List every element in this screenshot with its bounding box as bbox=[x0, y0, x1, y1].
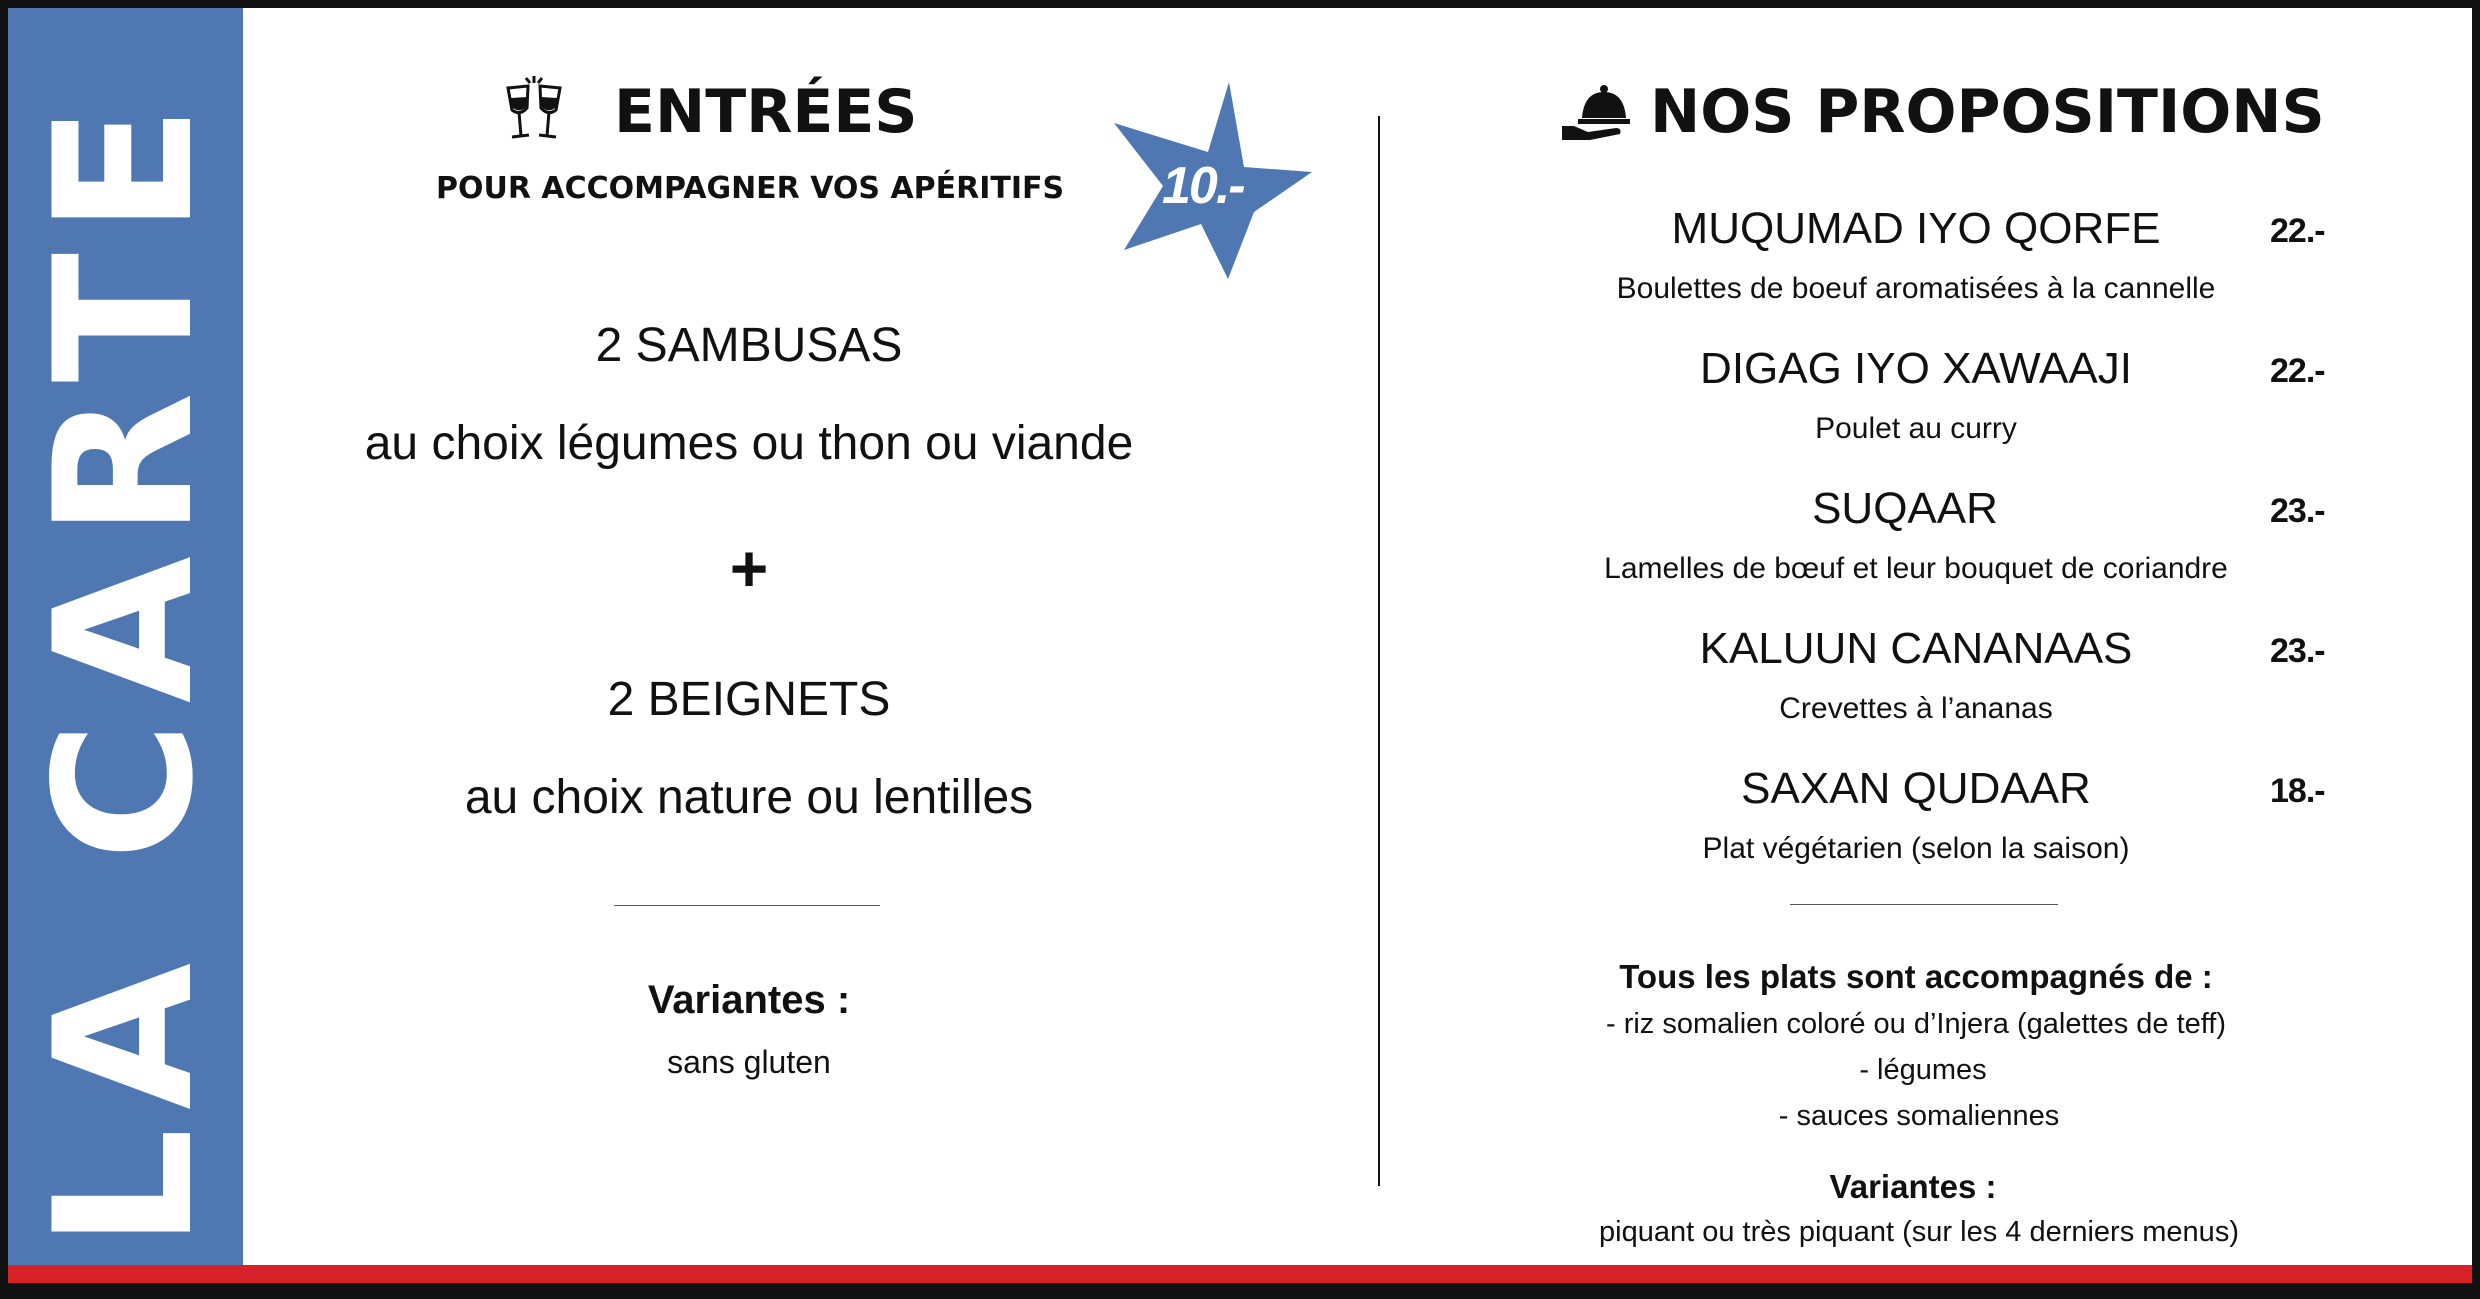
dish-description: Lamelles de bœuf et leur bouquet de coriandre bbox=[1604, 552, 2228, 585]
wine-glasses-icon bbox=[502, 74, 566, 151]
dish-price: 23.- bbox=[2270, 632, 2325, 670]
entrees-variants-text: sans gluten bbox=[667, 1044, 831, 1080]
dish-name: SAXAN QUDAAR bbox=[1741, 764, 2091, 813]
serving-cloche-icon bbox=[1560, 82, 1630, 147]
dish-name: KALUUN CANANAAS bbox=[1699, 624, 2133, 673]
dish-description: Boulettes de boeuf aromatisées à la cannelle bbox=[1616, 272, 2216, 305]
side-item: - sauces somaliennes bbox=[1778, 1100, 2060, 1132]
dish-price: 23.- bbox=[2270, 492, 2325, 530]
dish-description: Plat végétarien (selon la saison) bbox=[1702, 832, 2130, 865]
propositions-variants-label: Variantes : bbox=[1829, 1168, 1997, 1205]
menu-board bbox=[8, 8, 2472, 1283]
side-title: LA CARTE bbox=[14, 87, 235, 1249]
side-band bbox=[8, 8, 243, 1283]
sides-heading: Tous les plats sont accompagnés de : bbox=[1619, 958, 2213, 995]
dish-price: 18.- bbox=[2270, 772, 2325, 810]
column-divider bbox=[1378, 116, 1380, 1186]
entree-item-title: 2 SAMBUSAS bbox=[595, 319, 903, 372]
dish-price: 22.- bbox=[2270, 212, 2325, 250]
price-star-badge bbox=[1104, 74, 1314, 284]
dish-description: Poulet au curry bbox=[1815, 412, 2017, 445]
dish-price: 22.- bbox=[2270, 352, 2325, 390]
propositions-heading: NOS PROPOSITIONS bbox=[1650, 77, 2325, 147]
entrees-heading: ENTRÉES bbox=[614, 77, 918, 147]
entree-item-desc: au choix nature ou lentilles bbox=[464, 771, 1034, 824]
divider-rule bbox=[614, 905, 880, 906]
bottom-band bbox=[8, 1265, 2472, 1283]
entrees-variants-label: Variantes : bbox=[647, 978, 851, 1022]
side-item: - riz somalien coloré ou d’Injera (galettes de teff) bbox=[1605, 1008, 2227, 1040]
plus-sign: + bbox=[729, 531, 769, 605]
dish-name: SUQAAR bbox=[1812, 484, 1998, 533]
dish-name: MUQUMAD IYO QORFE bbox=[1671, 204, 2161, 253]
entree-item-desc: au choix légumes ou thon ou viande bbox=[364, 417, 1134, 470]
divider-rule bbox=[1790, 904, 2058, 905]
entrees-subheading: POUR ACCOMPAGNER VOS APÉRITIFS bbox=[436, 171, 1065, 206]
dish-description: Crevettes à l’ananas bbox=[1779, 692, 2053, 725]
price-badge-text: 10.- bbox=[1162, 157, 1244, 215]
propositions-variants-text: piquant ou très piquant (sur les 4 derniers menus) bbox=[1599, 1216, 2239, 1248]
side-item: - légumes bbox=[1859, 1054, 1987, 1086]
entree-item-title: 2 BEIGNETS bbox=[607, 673, 891, 726]
dish-name: DIGAG IYO XAWAAJI bbox=[1700, 344, 2132, 393]
